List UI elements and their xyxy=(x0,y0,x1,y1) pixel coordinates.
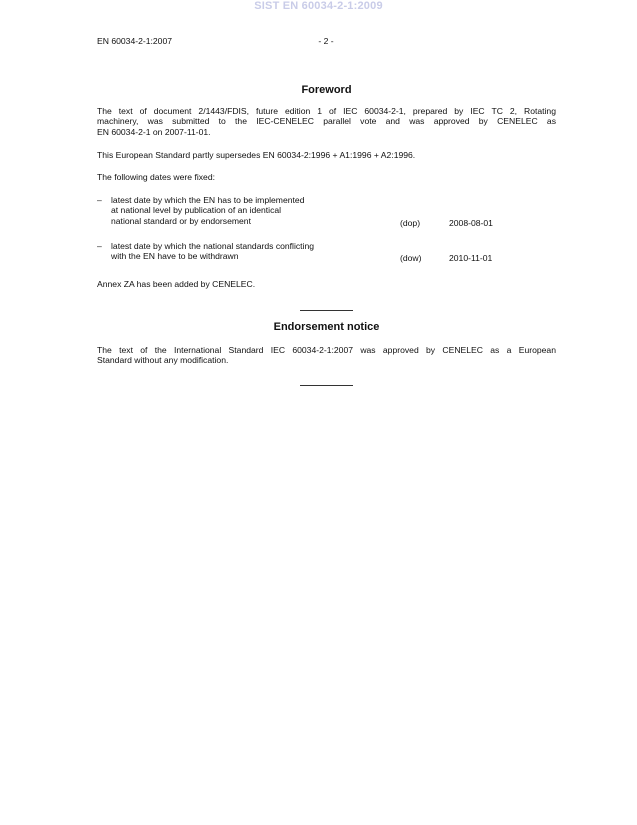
date-item-dop-date: 2008-08-01 xyxy=(449,218,493,228)
item-line: at national level by publication of an identical xyxy=(111,205,282,216)
paragraph-line: Standard without any modification. xyxy=(97,355,229,366)
list-dash: – xyxy=(97,195,102,205)
item-line: latest date by which the national standards conflicting xyxy=(111,241,315,251)
date-item-dop-abbr: (dop) xyxy=(400,218,421,228)
foreword-paragraph-2: This European Standard partly supersedes EN 60034-2:1996 + A1:1996 + A2:1996. xyxy=(97,150,416,160)
paragraph-line: EN 60034-2-1 on 2007-11-01. xyxy=(97,126,211,137)
date-item-dow-text xyxy=(111,241,391,262)
list-dash: – xyxy=(97,241,102,251)
paragraph-line: The text of document 2/1443/FDIS, future edition 1 of IEC 60034-2-1, prepared by IEC TC 2, Rotating xyxy=(97,106,556,116)
item-line: with the EN have to be withdrawn xyxy=(111,251,239,262)
section-divider xyxy=(300,310,353,311)
foreword-title: Foreword xyxy=(301,84,352,96)
watermark: SIST EN 60034-2-1:2009 xyxy=(254,0,383,12)
foreword-paragraph-3: The following dates were fixed: xyxy=(97,172,215,182)
date-item-dow-date: 2010-11-01 xyxy=(449,253,493,263)
item-line: national standard or by endorsement xyxy=(111,215,251,226)
date-item-dop-text xyxy=(111,195,391,226)
foreword-paragraph-1 xyxy=(97,106,556,137)
header-doc-id: EN 60034-2-1:2007 xyxy=(97,36,173,46)
endorsement-paragraph xyxy=(97,345,556,366)
page-number: - 2 - xyxy=(318,36,334,46)
paragraph-line: The text of the International Standard IEC 60034-2-1:2007 was approved by CENELEC as a European xyxy=(97,345,556,355)
end-divider xyxy=(300,385,353,386)
paragraph-line: machinery, was submitted to the IEC-CENELEC parallel vote and was approved by CENELEC as xyxy=(97,116,556,127)
item-line: latest date by which the EN has to be implemented xyxy=(111,195,305,205)
endorsement-title: Endorsement notice xyxy=(273,321,380,333)
foreword-paragraph-4: Annex ZA has been added by CENELEC. xyxy=(97,279,256,289)
date-item-dow-abbr: (dow) xyxy=(400,253,422,263)
